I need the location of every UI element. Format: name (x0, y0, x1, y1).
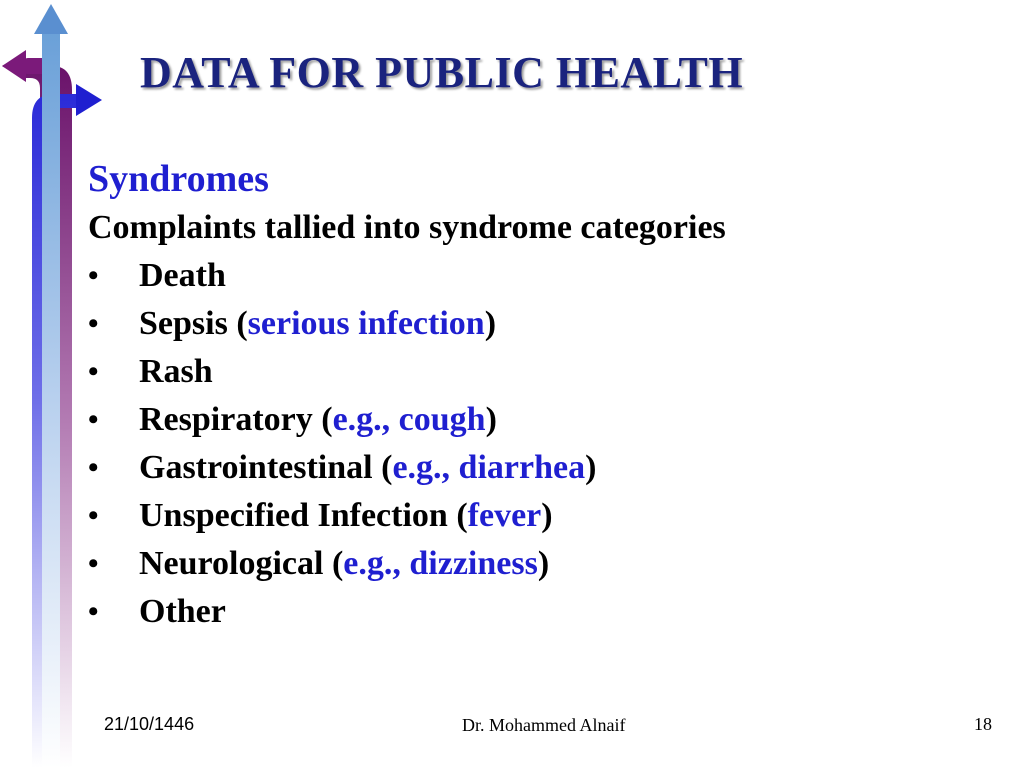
bullet-item: • Neurological (e.g., dizziness) (88, 540, 988, 588)
bullet-item: • Unspecified Infection (fever) (88, 492, 988, 540)
item-detail: e.g., dizziness (343, 545, 538, 582)
footer-date: 21/10/1446 (104, 714, 195, 734)
item-detail: fever (467, 497, 542, 534)
intro-text: Complaints tallied into syndrome categories (88, 209, 726, 246)
page-number: 18 (974, 714, 992, 734)
item-detail: e.g., cough (332, 401, 486, 438)
bullet-icon: • (88, 547, 99, 580)
bullet-item: • Death (88, 252, 988, 300)
bullet-icon: • (88, 259, 99, 292)
bullet-icon: • (88, 499, 99, 532)
section-heading: Syndromes (88, 158, 269, 200)
bullet-item: • Respiratory (e.g., cough) (88, 396, 988, 444)
footer-author: Dr. Mohammed Alnaif (462, 715, 626, 735)
slide-title: DATA FOR PUBLIC HEALTH (140, 48, 744, 97)
item-detail: e.g., diarrhea (392, 449, 586, 486)
bullet-icon: • (88, 451, 99, 484)
slide-content (88, 154, 988, 636)
item-detail: serious infection (247, 305, 485, 342)
up-arrow-icon (42, 30, 60, 768)
bullet-item: • Sepsis (serious infection) (88, 300, 988, 348)
bullet-item: • Rash (88, 348, 988, 396)
bullet-item: • Other (88, 588, 988, 636)
bullet-icon: • (88, 403, 99, 436)
bullet-item: • Gastrointestinal (e.g., diarrhea) (88, 444, 988, 492)
bullet-icon: • (88, 595, 99, 628)
bullet-icon: • (88, 307, 99, 340)
bullet-icon: • (88, 355, 99, 388)
